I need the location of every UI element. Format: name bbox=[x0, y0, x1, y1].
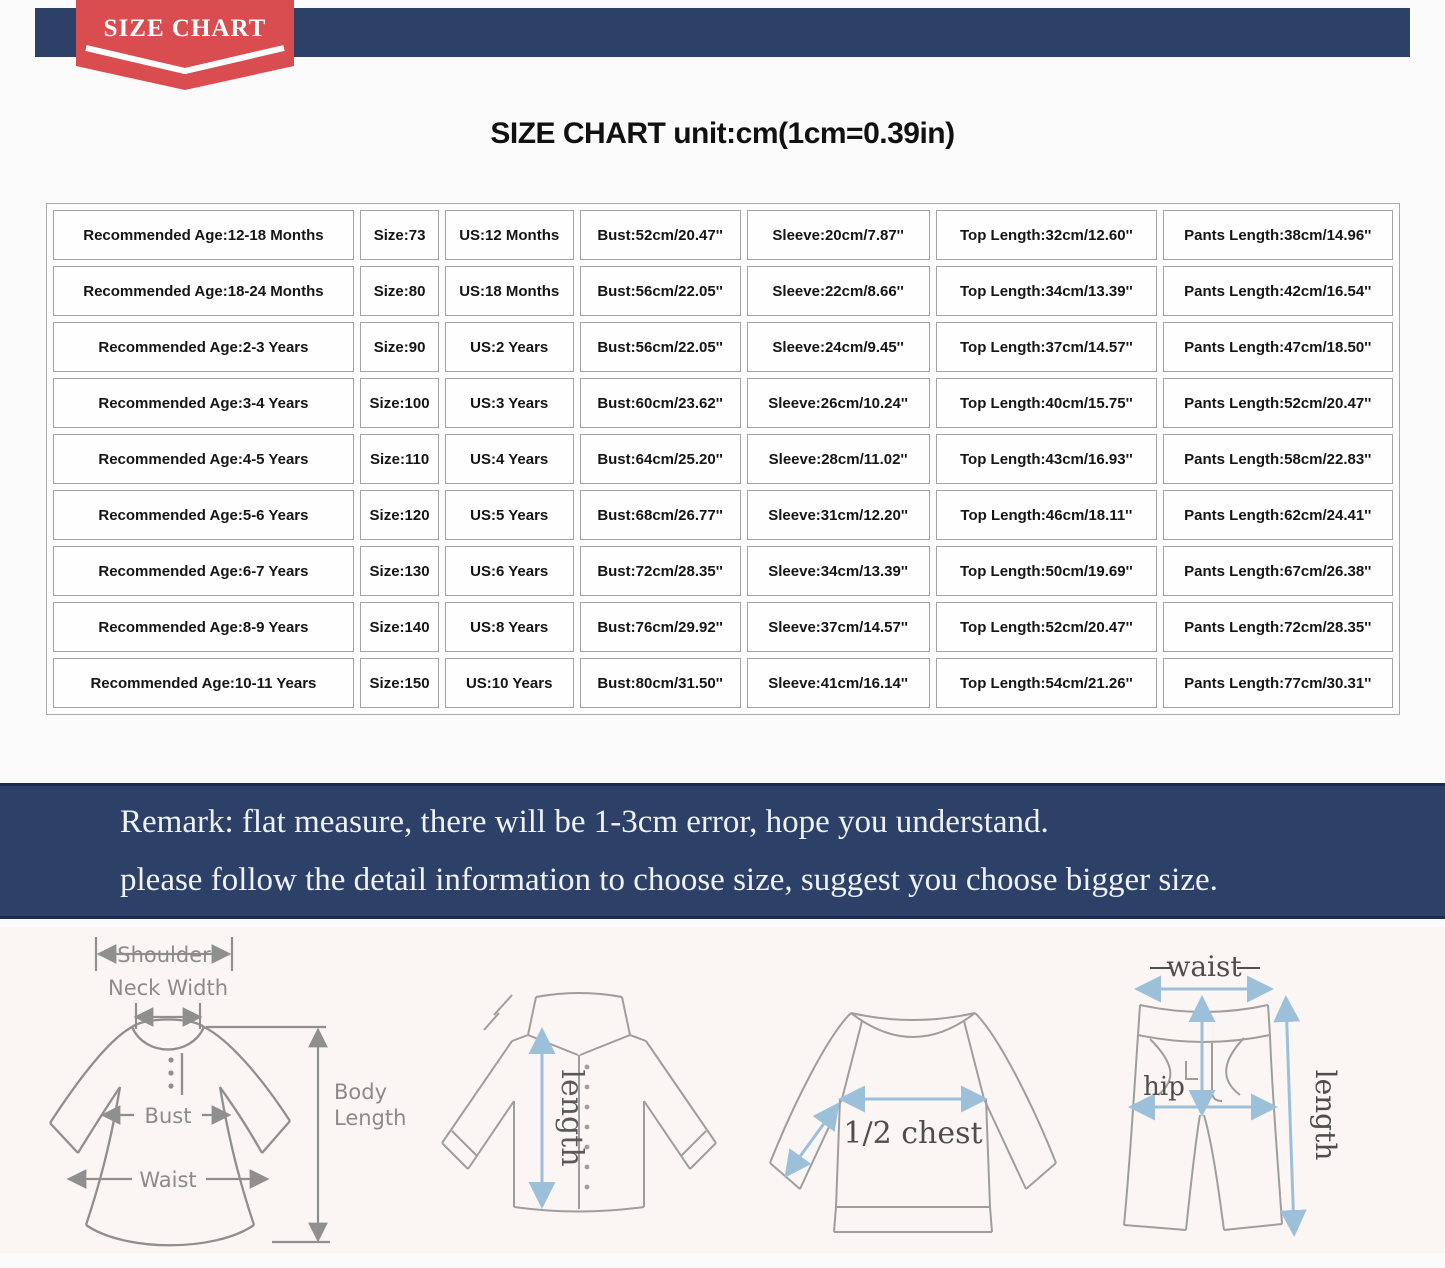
table-cell: Bust:52cm/20.47'' bbox=[580, 210, 741, 260]
size-table bbox=[47, 204, 1399, 714]
table-cell: Size:130 bbox=[360, 546, 438, 596]
table-cell: Recommended Age:2-3 Years bbox=[53, 322, 355, 372]
table-cell: Bust:56cm/22.05'' bbox=[580, 266, 741, 316]
table-cell: Recommended Age:12-18 Months bbox=[53, 210, 355, 260]
table-cell: Size:110 bbox=[360, 434, 438, 484]
table-cell: US:5 Years bbox=[445, 490, 574, 540]
header bbox=[0, 0, 1445, 95]
table-cell: Bust:72cm/28.35'' bbox=[580, 546, 741, 596]
table-cell: US:3 Years bbox=[445, 378, 574, 428]
table-cell: Pants Length:62cm/24.41'' bbox=[1163, 490, 1392, 540]
remark-banner bbox=[0, 783, 1445, 919]
sweatshirt-measure-diagram bbox=[748, 975, 1078, 1253]
table-row bbox=[53, 322, 1393, 372]
size-chart-ribbon-icon bbox=[76, 0, 294, 95]
pants-waist-label: waist bbox=[1166, 950, 1242, 983]
table-row bbox=[53, 546, 1393, 596]
table-cell: Size:150 bbox=[360, 658, 438, 708]
table-cell: Bust:76cm/29.92'' bbox=[580, 602, 741, 652]
table-row bbox=[53, 210, 1393, 260]
remark-line-1: Remark: flat measure, there will be 1-3cm error, hope you understand. bbox=[120, 803, 1049, 840]
table-cell: US:6 Years bbox=[445, 546, 574, 596]
measurement-diagrams bbox=[0, 927, 1445, 1253]
table-cell: US:10 Years bbox=[445, 658, 574, 708]
table-cell: Size:73 bbox=[360, 210, 438, 260]
table-cell: Size:140 bbox=[360, 602, 438, 652]
table-row bbox=[53, 434, 1393, 484]
remark-line-2: please follow the detail information to choose size, suggest you choose bigger size. bbox=[120, 862, 1218, 898]
dress-buttons bbox=[168, 1057, 173, 1088]
table-cell: Pants Length:77cm/30.31'' bbox=[1163, 658, 1392, 708]
table-cell: Recommended Age:3-4 Years bbox=[53, 378, 355, 428]
dress-neck-width-label: Neck Width bbox=[107, 976, 229, 1000]
table-cell: Sleeve:20cm/7.87'' bbox=[747, 210, 930, 260]
table-cell: Size:100 bbox=[360, 378, 438, 428]
table-row bbox=[53, 602, 1393, 652]
pants-measure-diagram bbox=[1082, 943, 1427, 1251]
table-cell: Size:80 bbox=[360, 266, 438, 316]
table-cell: Top Length:50cm/19.69'' bbox=[936, 546, 1157, 596]
table-cell: Sleeve:34cm/13.39'' bbox=[747, 546, 930, 596]
table-cell: Bust:60cm/23.62'' bbox=[580, 378, 741, 428]
table-cell: Size:90 bbox=[360, 322, 438, 372]
table-cell: Top Length:46cm/18.11'' bbox=[936, 490, 1157, 540]
sweatshirt-half-chest-label: 1/2 chest bbox=[843, 1116, 983, 1151]
dress-measure-diagram bbox=[30, 927, 410, 1252]
table-cell: Pants Length:72cm/28.35'' bbox=[1163, 602, 1392, 652]
table-cell: Top Length:52cm/20.47'' bbox=[936, 602, 1157, 652]
table-cell: Top Length:40cm/15.75'' bbox=[936, 378, 1157, 428]
table-cell: Top Length:54cm/21.26'' bbox=[936, 658, 1157, 708]
table-cell: US:8 Years bbox=[445, 602, 574, 652]
table-cell: US:18 Months bbox=[445, 266, 574, 316]
dress-waist-label: Waist bbox=[139, 1168, 197, 1192]
dress-body-length-label-2: Length bbox=[334, 1106, 407, 1130]
table-cell: Sleeve:24cm/9.45'' bbox=[747, 322, 930, 372]
table-cell: Bust:64cm/25.20'' bbox=[580, 434, 741, 484]
dress-outline bbox=[50, 1020, 290, 1246]
table-row bbox=[53, 266, 1393, 316]
dress-body-length-label-1: Body bbox=[334, 1080, 388, 1104]
table-cell: Recommended Age:5-6 Years bbox=[53, 490, 355, 540]
dress-shoulder-label: Shoulder bbox=[117, 943, 211, 967]
table-cell: Pants Length:67cm/26.38'' bbox=[1163, 546, 1392, 596]
table-cell: Top Length:34cm/13.39'' bbox=[936, 266, 1157, 316]
dress-bust-label: Bust bbox=[144, 1104, 192, 1128]
ribbon-shape bbox=[76, 0, 294, 90]
table-cell: Top Length:43cm/16.93'' bbox=[936, 434, 1157, 484]
table-cell: Recommended Age:10-11 Years bbox=[53, 658, 355, 708]
table-cell: US:12 Months bbox=[445, 210, 574, 260]
table-cell: Bust:68cm/26.77'' bbox=[580, 490, 741, 540]
table-cell: Top Length:37cm/14.57'' bbox=[936, 322, 1157, 372]
table-cell: Bust:56cm/22.05'' bbox=[580, 322, 741, 372]
table-cell: Recommended Age:18-24 Months bbox=[53, 266, 355, 316]
table-cell: Pants Length:58cm/22.83'' bbox=[1163, 434, 1392, 484]
table-cell: Sleeve:31cm/12.20'' bbox=[747, 490, 930, 540]
table-cell: Size:120 bbox=[360, 490, 438, 540]
table-cell: US:2 Years bbox=[445, 322, 574, 372]
table-cell: Pants Length:42cm/16.54'' bbox=[1163, 266, 1392, 316]
table-cell: Recommended Age:8-9 Years bbox=[53, 602, 355, 652]
table-cell: Sleeve:28cm/11.02'' bbox=[747, 434, 930, 484]
table-row bbox=[53, 378, 1393, 428]
table-cell: Sleeve:41cm/16.14'' bbox=[747, 658, 930, 708]
table-row bbox=[53, 490, 1393, 540]
table-cell: Sleeve:22cm/8.66'' bbox=[747, 266, 930, 316]
table-cell: Sleeve:37cm/14.57'' bbox=[747, 602, 930, 652]
shirt-measure-diagram bbox=[414, 975, 744, 1253]
table-row bbox=[53, 658, 1393, 708]
table-cell: Recommended Age:4-5 Years bbox=[53, 434, 355, 484]
pants-length-label: length bbox=[1309, 1069, 1342, 1161]
page-title: SIZE CHART unit:cm(1cm=0.39in) bbox=[490, 117, 955, 150]
table-cell: Pants Length:47cm/18.50'' bbox=[1163, 322, 1392, 372]
table-cell: Sleeve:26cm/10.24'' bbox=[747, 378, 930, 428]
pants-hip-label: hip bbox=[1143, 1072, 1185, 1102]
ribbon-label: SIZE CHART bbox=[103, 15, 267, 42]
table-cell: Pants Length:52cm/20.47'' bbox=[1163, 378, 1392, 428]
size-table-wrapper bbox=[46, 203, 1400, 715]
shirt-length-label: length bbox=[554, 1069, 589, 1167]
table-cell: Pants Length:38cm/14.96'' bbox=[1163, 210, 1392, 260]
table-cell: Recommended Age:6-7 Years bbox=[53, 546, 355, 596]
table-cell: Bust:80cm/31.50'' bbox=[580, 658, 741, 708]
table-cell: US:4 Years bbox=[445, 434, 574, 484]
size-table-body bbox=[53, 210, 1393, 708]
table-cell: Top Length:32cm/12.60'' bbox=[936, 210, 1157, 260]
